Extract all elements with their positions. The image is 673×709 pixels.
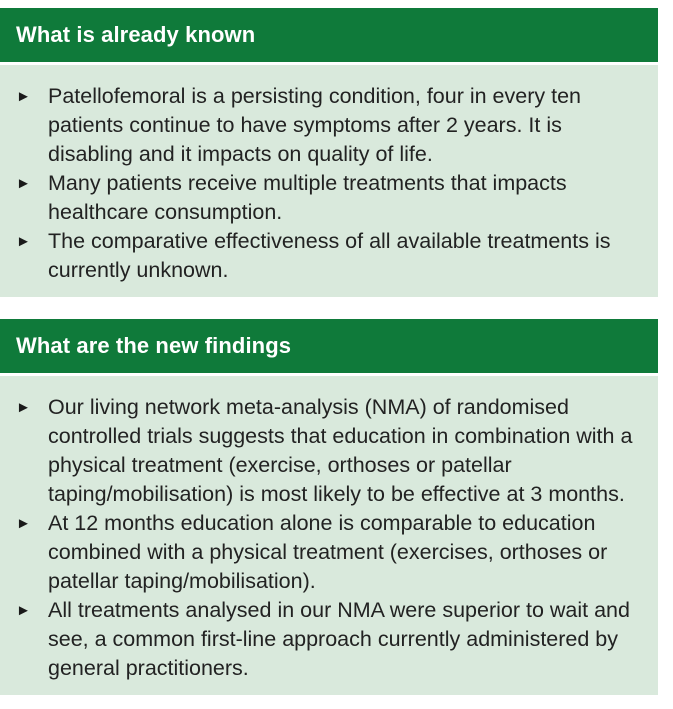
section-title: What are the new findings [0,319,658,373]
triangle-right-icon: ► [16,602,31,619]
section-title: What is already known [0,8,658,62]
list-item-text: Patellofemoral is a persisting condition, four in every ten patients continue to have symptoms after 2 years. It is disabling and it impacts on quality of life. [48,84,581,166]
list-item [16,393,640,509]
section-body [0,65,658,297]
section-body [0,376,658,695]
list-item [16,227,640,285]
list-item [16,509,640,596]
list-item-text: All treatments analysed in our NMA were superior to wait and see, a common first-line approach currently administered by general practitioners. [48,598,630,680]
bullet-list [16,82,640,285]
list-item-text: At 12 months education alone is comparable to education combined with a physical treatment (exercises, orthoses or patellar taping/mobilisation). [48,511,608,593]
triangle-right-icon: ► [16,399,31,416]
bullet-list [16,393,640,683]
triangle-right-icon: ► [16,175,31,192]
triangle-right-icon: ► [16,88,31,105]
list-item-text: The comparative effectiveness of all available treatments is currently unknown. [48,229,611,282]
list-item-text: Our living network meta-analysis (NMA) of randomised controlled trials suggests that education in combination with a physical treatment (exercise, orthoses or patellar taping/mobilisation) is most likely to be effective at 3 months. [48,395,633,506]
list-item-text: Many patients receive multiple treatments that impacts healthcare consumption. [48,171,567,224]
section-new-findings [0,319,658,695]
list-item [16,596,640,683]
triangle-right-icon: ► [16,515,31,532]
section-already-known [0,8,658,297]
triangle-right-icon: ► [16,233,31,250]
list-item [16,169,640,227]
list-item [16,82,640,169]
